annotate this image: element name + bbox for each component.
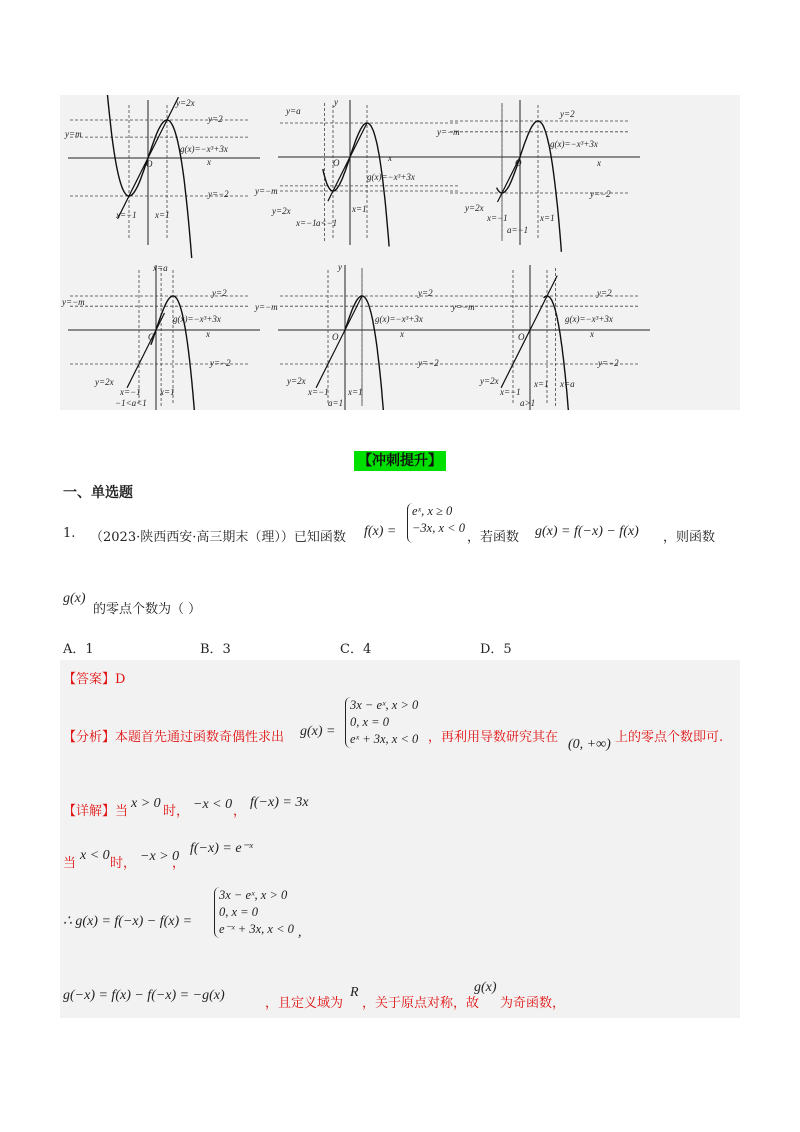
label-y-minus2: y=−2 [598, 358, 619, 368]
detail-2-f: f(−x) = e⁻ˣ [190, 841, 253, 856]
label-x-a: x=a [560, 379, 575, 389]
odd-g: g(x) [474, 980, 497, 995]
label-a-eq-1: a=1 [328, 398, 344, 408]
label-a-eq-minus1: a=−1 [507, 225, 529, 235]
label-o: O [515, 158, 522, 168]
therefore-lhs: ∴ g(x) = f(−x) − f(x) = [63, 914, 193, 929]
line-2x [501, 276, 557, 388]
label-g: g(x)=−x³+3x [565, 314, 613, 324]
therefore-case-3: e⁻ˣ + 3x, x < 0 [219, 922, 294, 936]
label-g: g(x)=−x³+3x [367, 172, 415, 182]
detail-1-cond: x > 0 [131, 796, 161, 811]
label-y-minus-m: y=−m [255, 302, 278, 312]
detail-2-cond: x < 0 [80, 848, 110, 863]
choice-d[interactable]: D．5 [480, 642, 512, 657]
label-x-1: x=1 [540, 213, 555, 223]
label-x-minus1: x=−1 [116, 210, 137, 220]
label-y-minus2: y=−2 [210, 358, 231, 368]
choice-a[interactable]: A．1 [63, 642, 94, 657]
label-y-m: y=m [65, 129, 82, 139]
detail-1-negx: −x < 0 [193, 797, 233, 812]
analysis-g-cases [345, 697, 418, 748]
label-y-minus2: y=−2 [208, 189, 229, 199]
label-y-2: y=2 [560, 109, 575, 119]
question-tail: ，则函数 [663, 530, 716, 545]
label-y-minus-m: y=−m [437, 127, 460, 137]
label-y-minus2: y=−2 [590, 189, 611, 199]
g-symbol: g(x) [63, 591, 86, 606]
label-x-minus1: x=−1 [487, 213, 508, 223]
label-a-lt-minus1: a<−1 [316, 218, 338, 228]
analysis-case-2: 0, x = 0 [350, 715, 389, 729]
label-x: x [400, 329, 404, 339]
label-y: y [334, 97, 338, 107]
label-y-2: y=2 [212, 288, 227, 298]
label-y-2x: y=2x [176, 98, 195, 108]
line-2x [127, 313, 164, 388]
label-a-gt-1: a>1 [520, 398, 536, 408]
label-y-minus-m: y=−m [62, 297, 85, 307]
therefore-cases [214, 887, 294, 938]
analysis-g-lhs: g(x) = [300, 724, 336, 739]
label-g: g(x)=−x³+3x [375, 314, 423, 324]
question-number: 1. [63, 526, 76, 541]
label-y-2x: y=2x [480, 376, 499, 386]
odd-equation: g(−x) = f(x) − f(−x) = −g(x) [63, 988, 225, 1003]
question-line2: 的零点个数为（ ） [93, 602, 202, 617]
label-y-2: y=2 [418, 288, 433, 298]
g-definition: g(x) = f(−x) − f(x) [535, 524, 639, 539]
graph-figures [60, 95, 740, 410]
therefore-end: , [298, 925, 302, 940]
label-x-1: x=1 [352, 204, 367, 214]
choice-c[interactable]: C．4 [340, 642, 372, 657]
label-x-minus1: x=−1 [120, 387, 141, 397]
label-y-2x: y=2x [465, 203, 484, 213]
section-title [0, 450, 800, 470]
label-x: x [597, 158, 601, 168]
label-x: x [590, 329, 594, 339]
odd-R: R [350, 985, 359, 1000]
label-o: O [148, 332, 155, 342]
detail-2-time: 时， [110, 856, 137, 871]
detail-1-when: 时， [163, 804, 190, 819]
graph-panel [60, 95, 740, 410]
label-y-minus2: y=−2 [418, 358, 439, 368]
label-x-minus1: x=−1 [296, 218, 317, 228]
label-x-minus1: x=−1 [308, 387, 329, 397]
label-y-2: y=2 [597, 288, 612, 298]
detail-label: 【详解】当 [63, 804, 129, 819]
odd-text-2: ，关于原点对称，故 [362, 996, 480, 1011]
analysis-case-1: 3x − eˣ, x > 0 [350, 698, 419, 712]
f-definition-lhs: f(x) = [364, 524, 397, 539]
label-g: g(x)=−x³+3x [173, 314, 221, 324]
label-y-2x: y=2x [287, 376, 306, 386]
label-y-a: y=a [286, 106, 301, 116]
f-case-1: eˣ, x ≥ 0 [412, 504, 453, 518]
label-x: x [388, 153, 392, 163]
label-x-a: x=a [153, 263, 168, 273]
label-y: y [338, 262, 342, 272]
detail-1-f: f(−x) = 3x [250, 795, 309, 810]
heading-single-choice: 一、单选题 [63, 485, 133, 501]
label-g: g(x)=−x³+3x [550, 139, 598, 149]
label-x-1: x=1 [348, 387, 363, 397]
label-y-2: y=2 [208, 114, 223, 124]
analysis-interval: (0, +∞) [568, 737, 611, 752]
analysis-label: 【分析】本题首先通过函数奇偶性求出 [63, 730, 285, 745]
label-g: g(x)=−x³+3x [180, 144, 228, 154]
f-definition-cases [407, 503, 465, 543]
label-x-1: x=1 [155, 210, 170, 220]
therefore-case-2: 0, x = 0 [219, 905, 258, 919]
odd-text-3: 为奇函数， [500, 996, 566, 1011]
label-o: O [333, 158, 340, 168]
detail-2-when: 当 [63, 856, 77, 871]
label-x-1: x=1 [160, 387, 175, 397]
answer-label: 【答案】D [63, 672, 126, 687]
analysis-end: 上的零点个数即可. [615, 730, 724, 745]
label-o: O [146, 159, 153, 169]
label-x: x [206, 329, 210, 339]
analysis-case-3: eˣ + 3x, x < 0 [350, 732, 419, 746]
odd-text-1: ，且定义域为 [265, 996, 344, 1011]
question-mid: ，若函数 [467, 530, 520, 545]
question-source: （2023·陕西西安·高三期末（理））已知函数 [90, 530, 346, 545]
label-y-minus-m: y=−m [452, 302, 475, 312]
label-y-minus-m: y=−m [255, 186, 278, 196]
label-y-2x: y=2x [272, 206, 291, 216]
detail-1-comma: ， [233, 804, 247, 819]
label-o: O [332, 332, 339, 342]
label-y-2x: y=2x [95, 377, 114, 387]
label-x-1: x=1 [534, 379, 549, 389]
section-title-label: 【冲刺提升】 [354, 451, 446, 471]
detail-2-comma: ， [172, 856, 186, 871]
label-x-minus1: x=−1 [500, 387, 521, 397]
label-x: x [207, 157, 211, 167]
f-case-2: −3x, x < 0 [412, 521, 465, 535]
analysis-mid: ，再利用导数研究其在 [428, 730, 559, 745]
label-o: O [518, 332, 525, 342]
therefore-case-1: 3x − eˣ, x > 0 [219, 888, 288, 902]
choice-b[interactable]: B．3 [200, 642, 231, 657]
line-2x [316, 296, 362, 388]
detail-2-negx: −x > 0 [140, 849, 180, 864]
label-a-between: −1<a<1 [115, 398, 147, 408]
